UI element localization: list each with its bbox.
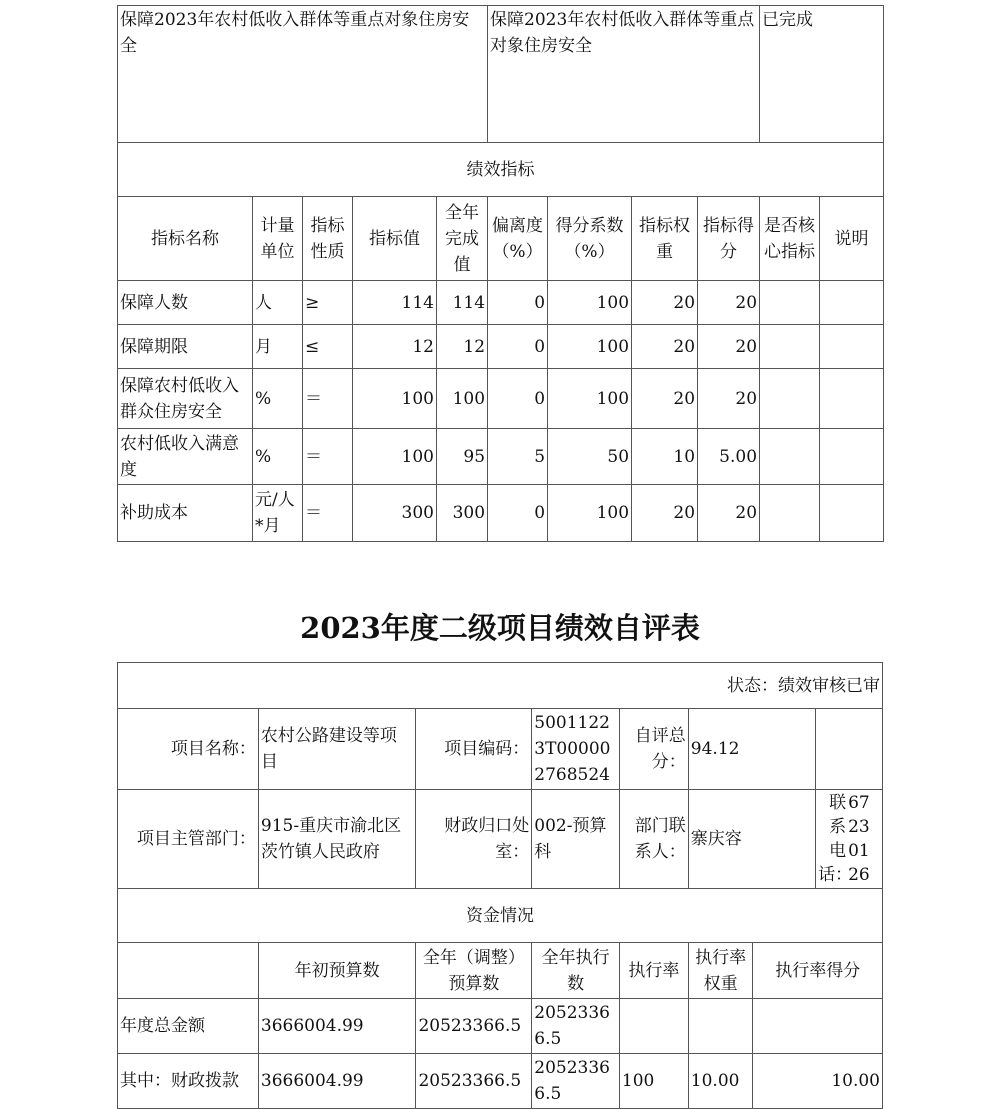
phone-value: 67230126 xyxy=(848,793,870,885)
indicator-note xyxy=(820,369,884,429)
indicator-core xyxy=(760,369,820,429)
phone-label: 联系电话： xyxy=(818,793,853,885)
funds-executed: 20523366.5 xyxy=(532,1054,620,1109)
funds-adjusted: 20523366.5 xyxy=(416,999,532,1054)
table-row xyxy=(118,429,884,485)
funds-header-row xyxy=(118,943,883,999)
indicator-note xyxy=(820,429,884,485)
indicator-score: 20 xyxy=(698,281,760,325)
indicator-value: 114 xyxy=(353,281,437,325)
self-eval-table xyxy=(117,662,883,1109)
indicator-note xyxy=(820,281,884,325)
indicator-weight: 20 xyxy=(632,369,698,429)
header-cell: 指标名称 xyxy=(118,197,253,281)
funds-header: 全年执行数 xyxy=(532,943,620,999)
table-row xyxy=(118,1054,883,1109)
indicator-core xyxy=(760,325,820,369)
self-score-label: 自评总分： xyxy=(619,709,688,790)
indicator-actual: 114 xyxy=(437,281,488,325)
indicator-nature: ＝ xyxy=(303,369,353,429)
indicator-nature: ≤ xyxy=(303,325,353,369)
indicator-actual: 95 xyxy=(437,429,488,485)
indicator-coef: 50 xyxy=(548,429,632,485)
funds-header: 全年（调整）预算数 xyxy=(416,943,532,999)
table-row xyxy=(118,999,883,1054)
indicator-score: 20 xyxy=(698,369,760,429)
indicator-note xyxy=(820,325,884,369)
project-code-value: 50011223T000002768524 xyxy=(532,709,620,790)
phone-cell xyxy=(816,790,883,889)
finance-label: 财政归口处室： xyxy=(416,790,532,889)
indicator-value: 100 xyxy=(353,429,437,485)
contact-value: 寨庆容 xyxy=(688,790,815,889)
indicator-deviation: 0 xyxy=(488,325,548,369)
indicator-unit: % xyxy=(253,369,303,429)
funds-initial: 3666004.99 xyxy=(258,1054,416,1109)
indicator-value: 100 xyxy=(353,369,437,429)
table-row xyxy=(118,369,884,429)
indicator-score: 20 xyxy=(698,485,760,542)
header-cell: 指标性质 xyxy=(303,197,353,281)
project-name-label: 项目名称： xyxy=(118,709,259,790)
indicator-nature: ＝ xyxy=(303,429,353,485)
indicator-name: 农村低收入满意度 xyxy=(118,429,253,485)
indicator-unit: 元/人*月 xyxy=(253,485,303,542)
funds-rate: 100 xyxy=(619,1054,688,1109)
funds-executed: 20523366.5 xyxy=(532,999,620,1054)
indicator-coef: 100 xyxy=(548,485,632,542)
indicator-deviation: 5 xyxy=(488,429,548,485)
indicator-deviation: 0 xyxy=(488,281,548,325)
indicator-nature: ≥ xyxy=(303,281,353,325)
header-row xyxy=(118,197,884,281)
page-title: 2023年度二级项目绩效自评表 xyxy=(300,611,700,645)
funds-title: 资金情况 xyxy=(118,889,883,943)
table-row xyxy=(118,281,884,325)
header-cell: 偏离度（%） xyxy=(488,197,548,281)
funds-header-empty xyxy=(118,943,259,999)
funds-weight xyxy=(688,999,753,1054)
table-row xyxy=(118,485,884,542)
indicator-coef: 100 xyxy=(548,325,632,369)
indicator-deviation: 0 xyxy=(488,485,548,542)
empty-cell xyxy=(816,709,883,790)
indicator-core xyxy=(760,281,820,325)
section-title: 绩效指标 xyxy=(118,143,884,197)
finance-value: 002-预算科 xyxy=(532,790,620,889)
funds-score: 10.00 xyxy=(753,1054,883,1109)
funds-score xyxy=(753,999,883,1054)
header-cell: 指标值 xyxy=(353,197,437,281)
self-score-value: 94.12 xyxy=(688,709,815,790)
indicator-weight: 20 xyxy=(632,325,698,369)
header-cell: 得分系数（%） xyxy=(548,197,632,281)
header-cell: 计量单位 xyxy=(253,197,303,281)
indicator-actual: 300 xyxy=(437,485,488,542)
indicator-weight: 10 xyxy=(632,429,698,485)
indicator-note xyxy=(820,485,884,542)
contact-label: 部门联系人： xyxy=(619,790,688,889)
header-cell: 是否核心指标 xyxy=(760,197,820,281)
funds-label: 其中：财政拨款 xyxy=(118,1054,259,1109)
project-code-label: 项目编码： xyxy=(416,709,532,790)
header-cell: 全年完成值 xyxy=(437,197,488,281)
funds-header: 执行率权重 xyxy=(688,943,753,999)
indicator-unit: 人 xyxy=(253,281,303,325)
indicator-score: 5.00 xyxy=(698,429,760,485)
funds-label: 年度总金额 xyxy=(118,999,259,1054)
indicator-name: 保障农村低收入群众住房安全 xyxy=(118,369,253,429)
indicator-coef: 100 xyxy=(548,281,632,325)
outcome-cell: 保障2023年农村低收入群体等重点对象住房安全 xyxy=(488,6,760,143)
indicator-name: 保障人数 xyxy=(118,281,253,325)
indicator-value: 12 xyxy=(353,325,437,369)
indicator-name: 保障期限 xyxy=(118,325,253,369)
info-row-2 xyxy=(118,790,883,889)
dept-label: 项目主管部门： xyxy=(118,790,259,889)
funds-header: 执行率得分 xyxy=(753,943,883,999)
indicator-actual: 100 xyxy=(437,369,488,429)
status-label: 状态：绩效审核已审 xyxy=(118,663,883,709)
completion-cell: 已完成 xyxy=(760,6,884,143)
funds-initial: 3666004.99 xyxy=(258,999,416,1054)
indicator-unit: % xyxy=(253,429,303,485)
indicator-actual: 12 xyxy=(437,325,488,369)
indicator-unit: 月 xyxy=(253,325,303,369)
funds-rate xyxy=(619,999,688,1054)
dept-value: 915-重庆市渝北区茨竹镇人民政府 xyxy=(258,790,416,889)
indicator-weight: 20 xyxy=(632,281,698,325)
indicator-name: 补助成本 xyxy=(118,485,253,542)
indicator-core xyxy=(760,429,820,485)
funds-adjusted: 20523366.5 xyxy=(416,1054,532,1109)
header-cell: 指标得分 xyxy=(698,197,760,281)
goal-row xyxy=(118,6,884,143)
indicator-value: 300 xyxy=(353,485,437,542)
project-name-value: 农村公路建设等项目 xyxy=(258,709,416,790)
table-row xyxy=(118,325,884,369)
goal-cell: 保障2023年农村低收入群体等重点对象住房安全 xyxy=(118,6,488,143)
info-row-1 xyxy=(118,709,883,790)
indicator-score: 20 xyxy=(698,325,760,369)
indicator-weight: 20 xyxy=(632,485,698,542)
funds-header: 执行率 xyxy=(619,943,688,999)
indicator-deviation: 0 xyxy=(488,369,548,429)
indicator-core xyxy=(760,485,820,542)
header-cell: 说明 xyxy=(820,197,884,281)
funds-weight: 10.00 xyxy=(688,1054,753,1109)
funds-header: 年初预算数 xyxy=(258,943,416,999)
indicator-nature: ＝ xyxy=(303,485,353,542)
indicator-table xyxy=(117,5,884,542)
indicator-coef: 100 xyxy=(548,369,632,429)
header-cell: 指标权重 xyxy=(632,197,698,281)
